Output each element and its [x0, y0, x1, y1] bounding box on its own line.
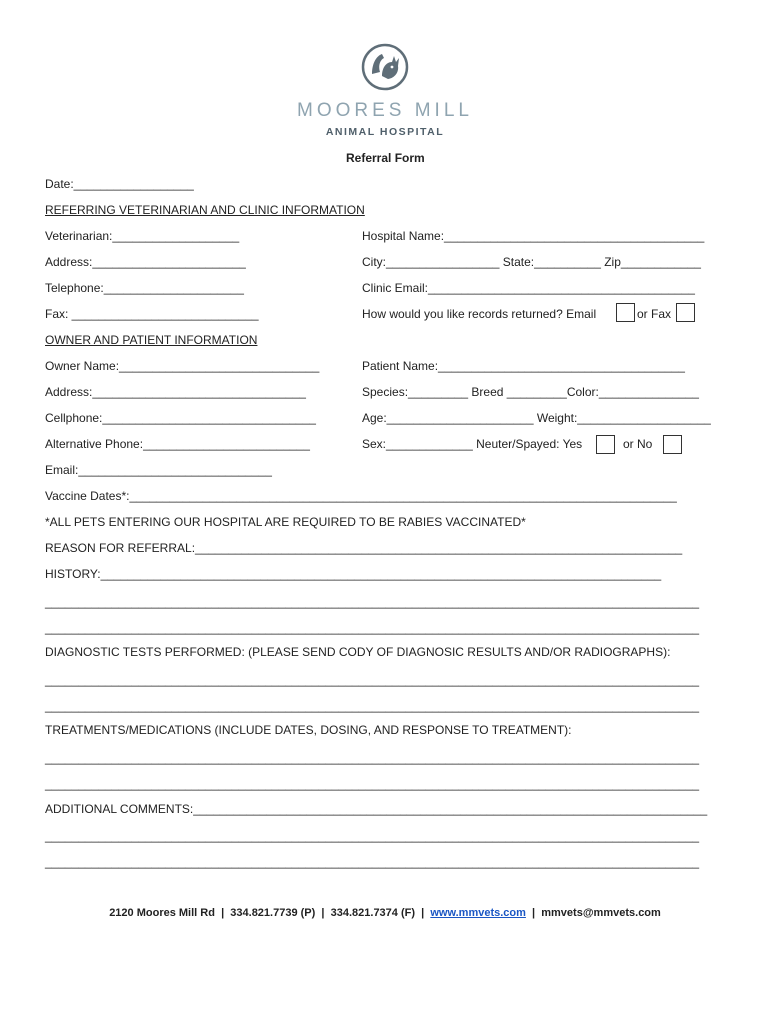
or-fax-label: or Fax — [637, 307, 672, 321]
history-line-2[interactable]: __________________________________________________________________________________________________ — [45, 621, 700, 635]
fax-checkbox[interactable] — [676, 303, 695, 322]
footer-fax: 334.821.7374 (F) — [330, 907, 416, 919]
page-title: Referral Form — [346, 151, 425, 165]
history-field[interactable]: HISTORY:____________________________________________________________________________________ — [45, 567, 662, 581]
footer-separator: | — [532, 907, 536, 919]
patient-name-field[interactable]: Patient Name:_____________________________________ — [362, 359, 685, 373]
rabies-note: *ALL PETS ENTERING OUR HOSPITAL ARE REQUIRED TO BE RABIES VACCINATED* — [45, 515, 526, 529]
additional-comments-field[interactable]: ADDITIONAL COMMENTS:_____________________________________________________________________________ — [45, 802, 708, 816]
vaccine-dates-field[interactable]: Vaccine Dates*:__________________________________________________________________________________ — [45, 489, 677, 503]
neuter-yes-checkbox[interactable] — [596, 435, 615, 454]
telephone-field[interactable]: Telephone:_____________________ — [45, 281, 244, 295]
footer-phone: 334.821.7739 (P) — [230, 907, 316, 919]
fax-field[interactable]: Fax: ____________________________ — [45, 307, 259, 321]
vet-address-field[interactable]: Address:_______________________ — [45, 255, 246, 269]
footer-separator: | — [221, 907, 225, 919]
hospital-logo — [290, 42, 480, 142]
owner-address-field[interactable]: Address:________________________________ — [45, 385, 306, 399]
dog-cat-circle-icon — [360, 42, 410, 92]
date-field[interactable]: Date:__________________ — [45, 177, 194, 191]
section-owner: OWNER AND PATIENT INFORMATION — [45, 333, 258, 347]
treatments-line-2[interactable]: __________________________________________________________________________________________________ — [45, 777, 700, 791]
logo-subtitle: ANIMAL HOSPITAL — [325, 126, 445, 138]
alt-phone-field[interactable]: Alternative Phone:_________________________ — [45, 437, 310, 451]
diagnostic-line-1[interactable]: __________________________________________________________________________________________________ — [45, 673, 700, 687]
age-weight-field[interactable]: Age:______________________ Weight:____________________ — [362, 411, 711, 425]
records-question: How would you like records returned? Email — [362, 307, 597, 321]
history-line-1[interactable]: __________________________________________________________________________________________________ — [45, 595, 700, 609]
footer-separator: | — [421, 907, 425, 919]
owner-email-field[interactable]: Email:_____________________________ — [45, 463, 272, 477]
owner-name-field[interactable]: Owner Name:______________________________ — [45, 359, 320, 373]
email-checkbox[interactable] — [616, 303, 635, 322]
veterinarian-field[interactable]: Veterinarian:___________________ — [45, 229, 240, 243]
comments-line-2[interactable]: __________________________________________________________________________________________________ — [45, 855, 700, 869]
clinic-email-field[interactable]: Clinic Email:________________________________________ — [362, 281, 695, 295]
footer-separator: | — [321, 907, 325, 919]
species-breed-color-field[interactable]: Species:_________ Breed _________Color:_______________ — [362, 385, 699, 399]
footer-address: 2120 Moores Mill Rd — [109, 907, 215, 919]
section-referring: REFERRING VETERINARIAN AND CLINIC INFORMATION — [45, 203, 365, 217]
logo-name: MOORES MILL — [297, 100, 473, 121]
reason-field[interactable]: REASON FOR REFERRAL:_________________________________________________________________________ — [45, 541, 683, 555]
diagnostic-line-2[interactable]: __________________________________________________________________________________________________ — [45, 699, 700, 713]
sex-neuter-field[interactable]: Sex:_____________ Neuter/Spayed: Yes — [362, 437, 583, 451]
treatments-heading: TREATMENTS/MEDICATIONS (INCLUDE DATES, DOSING, AND RESPONSE TO TREATMENT): — [45, 723, 572, 737]
treatments-line-1[interactable]: __________________________________________________________________________________________________ — [45, 751, 700, 765]
or-no-label: or No — [623, 437, 653, 451]
city-state-zip-field[interactable]: City:_________________ State:__________ Zip____________ — [362, 255, 701, 269]
neuter-no-checkbox[interactable] — [663, 435, 682, 454]
hospital-name-field[interactable]: Hospital Name:_______________________________________ — [362, 229, 705, 243]
diagnostic-heading: DIAGNOSTIC TESTS PERFORMED: (PLEASE SEND CODY OF DIAGNOSIC RESULTS AND/OR RADIOGRAPHS): — [45, 645, 671, 659]
footer — [0, 906, 770, 920]
cellphone-field[interactable]: Cellphone:________________________________ — [45, 411, 316, 425]
website-link[interactable]: www.mmvets.com — [430, 907, 526, 919]
footer-email[interactable]: mmvets@mmvets.com — [541, 907, 661, 919]
comments-line-1[interactable]: __________________________________________________________________________________________________ — [45, 829, 700, 843]
